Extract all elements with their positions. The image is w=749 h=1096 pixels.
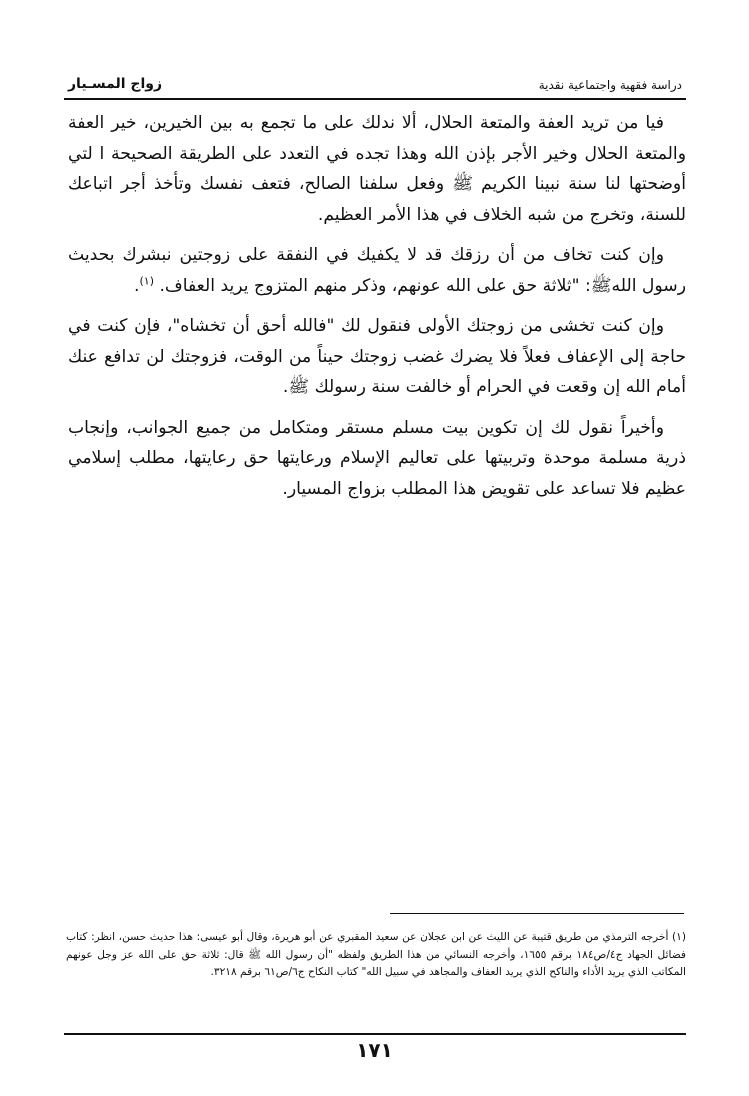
book-title: زواج المسـيار [68,76,163,92]
main-text [68,108,686,514]
paragraph-2-text: وإن كنت تخاف من أن رزقك قد لا يكفيك في النفقة على زوجتين نبشرك بحديث رسول اللهﷺ: "ثلاثة حق على الله عونهم، وذكر منهم المتزوج يريد العفاف. [68,245,686,296]
footnote-text: (١) أخرجه الترمذي من طريق قتيبة عن الليث عن ابن عجلان عن سعيد المقبري عن أبو هريرة، وقال أبو عيسى: هذا حديث حسن، انظر: كتاب فضائل الجهاد ج٤/ص١٨٤ برقم ١٦٥٥، وأخرجه النسائي من هذا الطريق ولفظه "أن رسول الله ﷺ قال: ثلاثة حق على الله عز وجل عونهم المكاتب الذي يريد الأداء والناكح الذي يريد العفاف والمجاهد في سبيل الله" كتاب النكاح ج٦/ص٦١ برقم ٣٢١٨. [66,931,686,978]
paragraph-2: وإن كنت تخاف من أن رزقك قد لا يكفيك في النفقة على زوجتين نبشرك بحديث رسول اللهﷺ: "ثلاثة حق على الله عونهم، وذكر منهم المتزوج يريد العفاف. $^{(١)}$. [68,245,686,296]
paragraph-3: وإن كنت تخشى من زوجتك الأولى فنقول لك "فالله أحق أن تخشاه"، فإن كنت في حاجة إلى الإعفاف فعلاً فلا يضرك غضب زوجتك حيناً من الوقت، فزوجتك لن تدافع عنك أمام الله إن وقعت في الحرام أو خالفت سنة رسولك ﷺ. [68,316,686,397]
footer-divider [64,1033,686,1035]
header-divider [64,98,686,100]
footnote-divider [390,913,684,914]
running-header [64,68,686,100]
book-subtitle: دراسة فقهية واجتماعية نقدية [538,78,682,92]
paragraph-4: وأخيراً نقول لك إن تكوين بيت مسلم مستقر ومتكامل من جميع الجوانب، وإنجاب ذرية مسلمة موحدة وتربيتها على تعاليم الإسلام ورعايتها حق رعايتها، مطلب إسلامي عظيم فلا تساعد على تقويض هذا المطلب بزواج المسيار. [68,417,686,499]
footnote-reference: (١) [139,273,154,287]
paragraph-1: فيا من تريد العفة والمتعة الحلال، ألا ندلك على ما تجمع به بين الخيرين، خير العفة والمتعة الحلال وخير الأجر بإذن الله وهذا تجده في التعدد على الطريقة الصحيحة ا لتي أوضحتها لنا سنة نبينا الكريم ﷺ وفعل سلفنا الصالح، فتعف نفسك وتأخذ أجر اتباعك للسنة، وتخرج من شبه الخلاف في هذا الأمر العظيم. [68,113,686,225]
page-number: ١٧١ [356,1038,393,1062]
